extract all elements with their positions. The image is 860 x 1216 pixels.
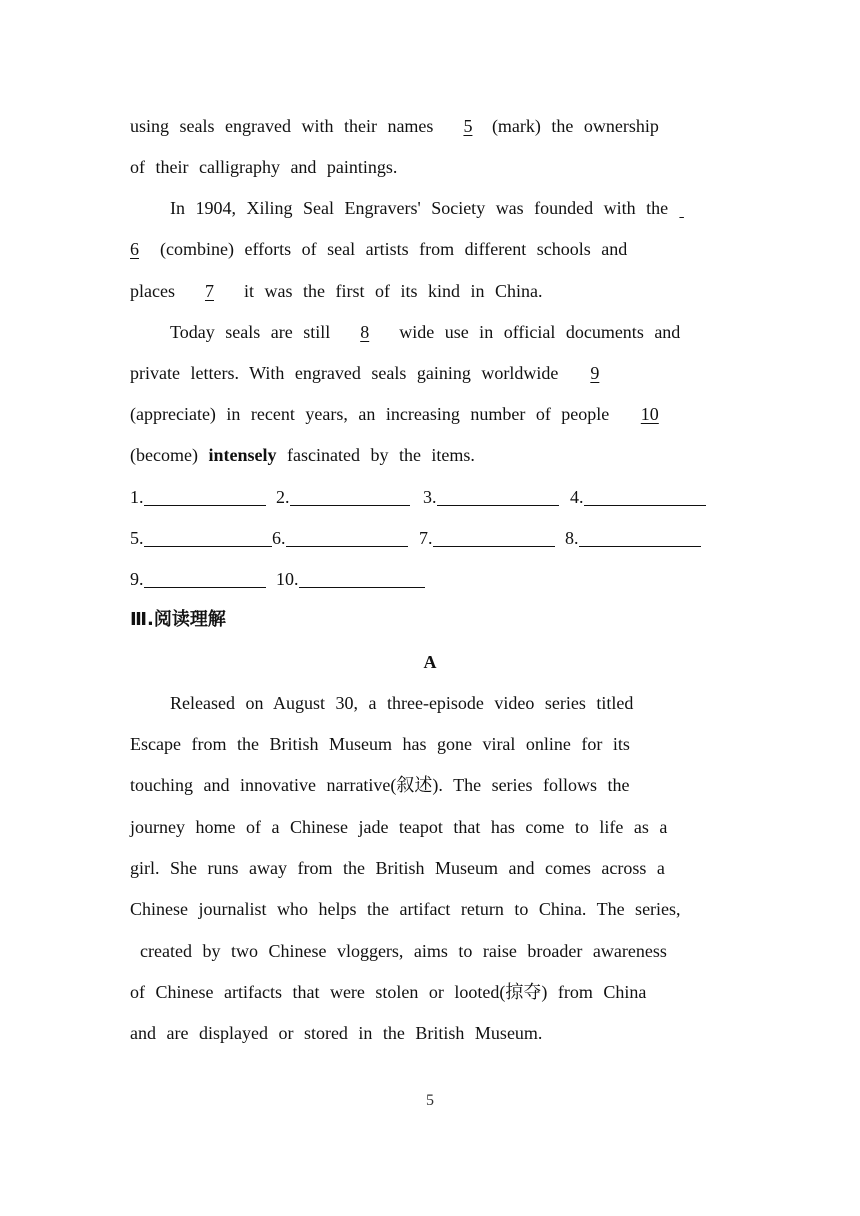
answer-line: [437, 485, 559, 506]
blank-7: 7: [204, 281, 214, 301]
answer-line: [144, 567, 266, 588]
passage-line-4: [130, 235, 627, 263]
passage-line-1: [130, 112, 659, 140]
text-segment: wide use in official documents and: [399, 322, 681, 342]
part-title: A: [423, 652, 437, 672]
passage-line-6: [170, 318, 680, 346]
reading-line-5: girl. She runs away from the British Museum and comes across a: [130, 858, 665, 878]
section-title: Ⅲ.阅读理解: [130, 609, 226, 630]
answer-blank-8[interactable]: [565, 524, 701, 552]
answer-label: 1.: [130, 487, 144, 507]
answer-label: 10.: [276, 569, 299, 589]
text-segment: places: [130, 281, 175, 301]
blank-6: 6: [130, 239, 139, 259]
answer-line: [144, 526, 272, 547]
answer-blank-10[interactable]: [276, 565, 425, 593]
passage-line-2: of their calligraphy and paintings.: [130, 157, 398, 177]
blank-6-start: [679, 194, 685, 222]
reading-line-4: journey home of a Chinese jade teapot that has come to life as a: [130, 817, 668, 837]
reading-line-2: Escape from the British Museum has gone viral online for its: [130, 734, 630, 754]
reading-line-6: Chinese journalist who helps the artifact return to China. The series,: [130, 899, 681, 919]
passage-line-5: [130, 277, 542, 305]
answer-blank-6[interactable]: [272, 524, 408, 552]
reading-line-1: Released on August 30, a three-episode video series titled: [170, 693, 634, 713]
passage-line-3: [170, 194, 685, 222]
answer-label: 6.: [272, 528, 286, 548]
reading-line-7: created by two Chinese vloggers, aims to raise broader awareness: [140, 941, 667, 961]
blank-10: 10: [640, 404, 659, 424]
answer-line: [286, 526, 408, 547]
text-segment: using seals engraved with their names: [130, 116, 434, 136]
text-segment: (combine) efforts of seal artists from different schools and: [160, 239, 628, 259]
answer-line: [579, 526, 701, 547]
answer-blank-4[interactable]: [570, 483, 706, 511]
answer-blank-9[interactable]: [130, 565, 266, 593]
text-segment: it was the first of its kind in China.: [243, 281, 543, 301]
answer-label: 4.: [570, 487, 584, 507]
answer-label: 9.: [130, 569, 144, 589]
text-segment: (become): [130, 445, 198, 465]
passage-line-8: [130, 400, 680, 428]
answer-line: [144, 485, 266, 506]
bold-word: intensely: [208, 445, 277, 465]
blank-5: 5: [463, 116, 473, 136]
answer-blank-5[interactable]: [130, 524, 272, 552]
text-segment: private letters. With engraved seals gaining worldwide: [130, 363, 559, 383]
blank-8: 8: [360, 322, 370, 342]
answer-label: 3.: [423, 487, 437, 507]
answer-line: [584, 485, 706, 506]
answer-label: 2.: [276, 487, 290, 507]
passage-line-9: [130, 441, 475, 469]
answer-blank-2[interactable]: [276, 483, 410, 511]
text-segment: Today seals are still: [170, 322, 331, 342]
reading-line-8: of Chinese artifacts that were stolen or looted(掠夺) from China: [130, 982, 647, 1002]
reading-line-9: and are displayed or stored in the British Museum.: [130, 1023, 543, 1043]
answer-blank-3[interactable]: [423, 483, 559, 511]
passage-line-7: [130, 359, 621, 387]
page-number: 5: [426, 1092, 434, 1109]
reading-line-3: touching and innovative narrative(叙述). The series follows the: [130, 775, 630, 795]
answer-line: [290, 485, 410, 506]
blank-9: 9: [590, 363, 600, 383]
answer-blank-7[interactable]: [419, 524, 555, 552]
text-segment: (appreciate) in recent years, an increasing number of people: [130, 404, 610, 424]
answer-label: 8.: [565, 528, 579, 548]
text-segment: In 1904, Xiling Seal Engravers' Society was founded with the: [170, 198, 669, 218]
answer-line: [299, 567, 425, 588]
answer-label: 7.: [419, 528, 433, 548]
answer-label: 5.: [130, 528, 144, 548]
answer-line: [433, 526, 555, 547]
text-segment: fascinated by the items.: [286, 445, 475, 465]
text-segment: (mark) the ownership: [491, 116, 659, 136]
answer-blank-1[interactable]: [130, 483, 266, 511]
